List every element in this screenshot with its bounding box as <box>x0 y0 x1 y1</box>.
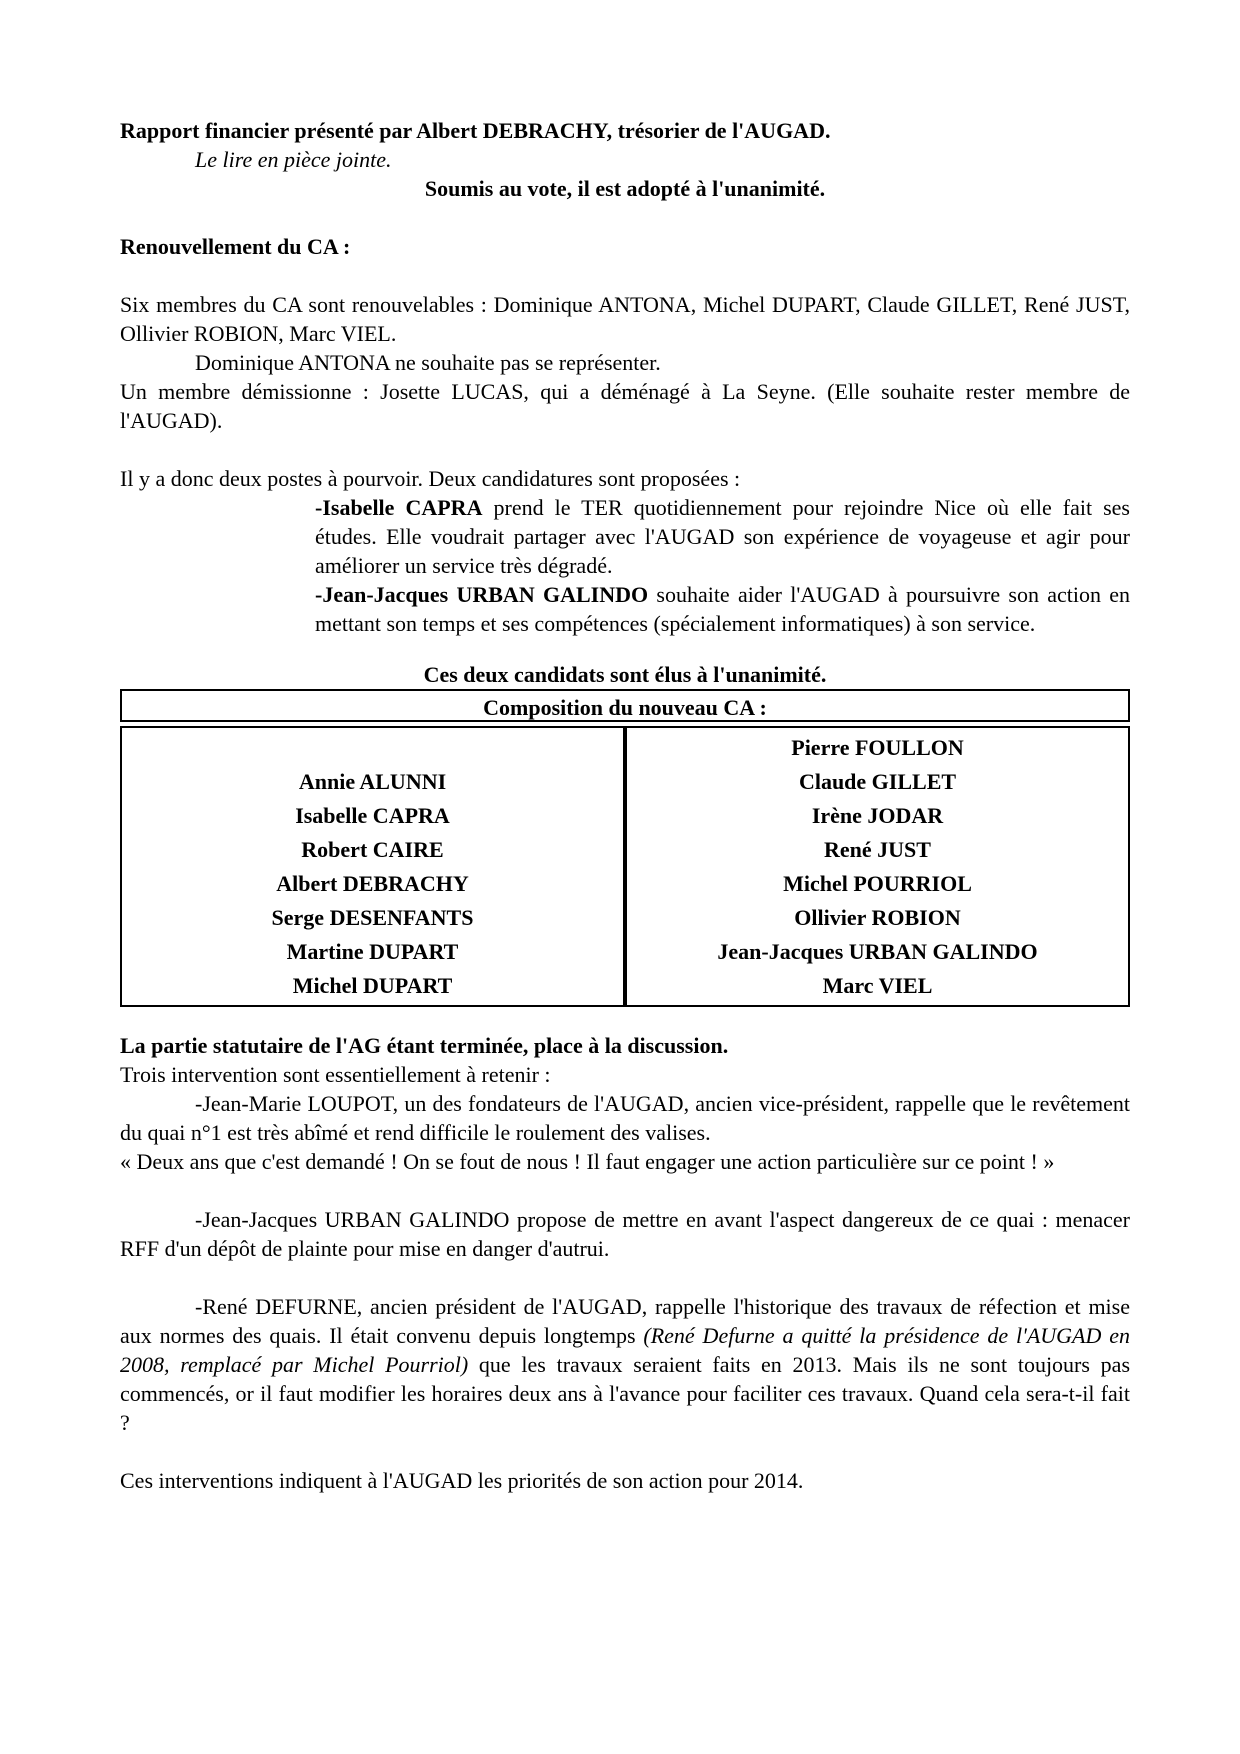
member-name: Michel DUPART <box>292 973 453 998</box>
financial-report-heading: Rapport financier présenté par Albert DEBRACHY, trésorier de l'AUGAD. <box>120 118 831 143</box>
intervention-aside: (René Defurne a quitté la présidence de l'AUGAD en 2008, remplacé par Michel Pourriol) <box>120 1323 1131 1377</box>
composition-table <box>120 726 1130 1007</box>
member-name: René JUST <box>824 837 931 862</box>
composition-left-column <box>122 728 627 1005</box>
candidate-text: souhaite aider l'AUGAD à poursuivre son action en mettant son temps et ses compétences (spécialement informatiques) à son service. <box>315 582 1131 636</box>
member-name: Irène JODAR <box>811 803 944 828</box>
renewal-heading: Renouvellement du CA : <box>120 234 351 259</box>
discussion-intro: Trois intervention sont essentiellement à retenir : <box>120 1062 551 1087</box>
renewal-paragraph-positions: Il y a donc deux postes à pourvoir. Deux candidatures sont proposées : <box>120 466 741 491</box>
candidate-name: -Jean-Jacques URBAN GALINDO <box>315 582 649 607</box>
candidate-capra <box>315 493 1130 580</box>
member-name: Claude GILLET <box>798 769 957 794</box>
member-name: Annie ALUNNI <box>298 769 447 794</box>
composition-title: Composition du nouveau CA : <box>120 689 1130 722</box>
discussion-conclusion: Ces interventions indiquent à l'AUGAD les priorités de son action pour 2014. <box>120 1468 804 1493</box>
member-name: Pierre FOULLON <box>791 735 964 760</box>
member-name: Robert CAIRE <box>301 837 444 862</box>
document-page <box>120 116 1130 1495</box>
member-name <box>122 731 623 765</box>
attachment-note: Le lire en pièce jointe. <box>195 147 392 172</box>
member-name: Ollivier ROBION <box>794 905 961 930</box>
intervention-text: que les travaux seraient faits en 2013. Mais ils ne sont toujours pas commencés, or il faut modifier les horaires deux ans à l'avance pour faciliter ces travaux. Quand cela sera-t-il fait ? <box>120 1352 1131 1435</box>
election-result: Ces deux candidats sont élus à l'unanimité. <box>423 662 827 687</box>
intervention-loupot: -Jean-Marie LOUPOT, un des fondateurs de l'AUGAD, ancien vice-président, rappelle que le revêtement du quai n°1 est très abîmé et rend difficile le roulement des valises. <box>120 1091 1130 1145</box>
member-name: Marc VIEL <box>822 973 933 998</box>
candidate-text: prend le TER quotidiennement pour rejoindre Nice où elle fait ses études. Elle voudrait partager avec l'AUGAD son expérience de voyageuse et agir pour améliorer un service très dégradé. <box>315 495 1130 578</box>
intervention-quote: « Deux ans que c'est demandé ! On se fout de nous ! Il faut engager une action particulière sur ce point ! » <box>120 1149 1055 1174</box>
member-name: Albert DEBRACHY <box>276 871 469 896</box>
renewal-paragraph-members: Six membres du CA sont renouvelables : Dominique ANTONA, Michel DUPART, Claude GILLET, René JUST, Ollivier ROBION, Marc VIEL. <box>120 292 1130 346</box>
member-name: Isabelle CAPRA <box>295 803 450 828</box>
renewal-paragraph-antona: Dominique ANTONA ne souhaite pas se représenter. <box>195 350 661 375</box>
intervention-defurne <box>120 1292 1130 1437</box>
member-name: Michel POURRIOL <box>783 871 972 896</box>
member-name: Martine DUPART <box>286 939 459 964</box>
renewal-paragraph-resignation: Un membre démissionne : Josette LUCAS, qui a déménagé à La Seyne. (Elle souhaite rester membre de l'AUGAD). <box>120 379 1130 433</box>
financial-vote-result: Soumis au vote, il est adopté à l'unanimité. <box>424 176 826 201</box>
intervention-urban-galindo: -Jean-Jacques URBAN GALINDO propose de mettre en avant l'aspect dangereux de ce quai : menacer RFF d'un dépôt de plainte pour mise en danger d'autrui. <box>120 1207 1130 1261</box>
candidate-urban-galindo <box>315 580 1130 638</box>
member-name: Jean-Jacques URBAN GALINDO <box>717 939 1038 964</box>
composition-right-column <box>627 728 1128 1005</box>
discussion-heading: La partie statutaire de l'AG étant terminée, place à la discussion. <box>120 1033 729 1058</box>
candidate-name: -Isabelle CAPRA <box>315 495 483 520</box>
member-name: Serge DESENFANTS <box>271 905 474 930</box>
intervention-text: -René DEFURNE, ancien président de l'AUGAD, rappelle l'historique des travaux de réfection et mise aux normes des quais. Il était convenu depuis longtemps <box>120 1294 1130 1348</box>
